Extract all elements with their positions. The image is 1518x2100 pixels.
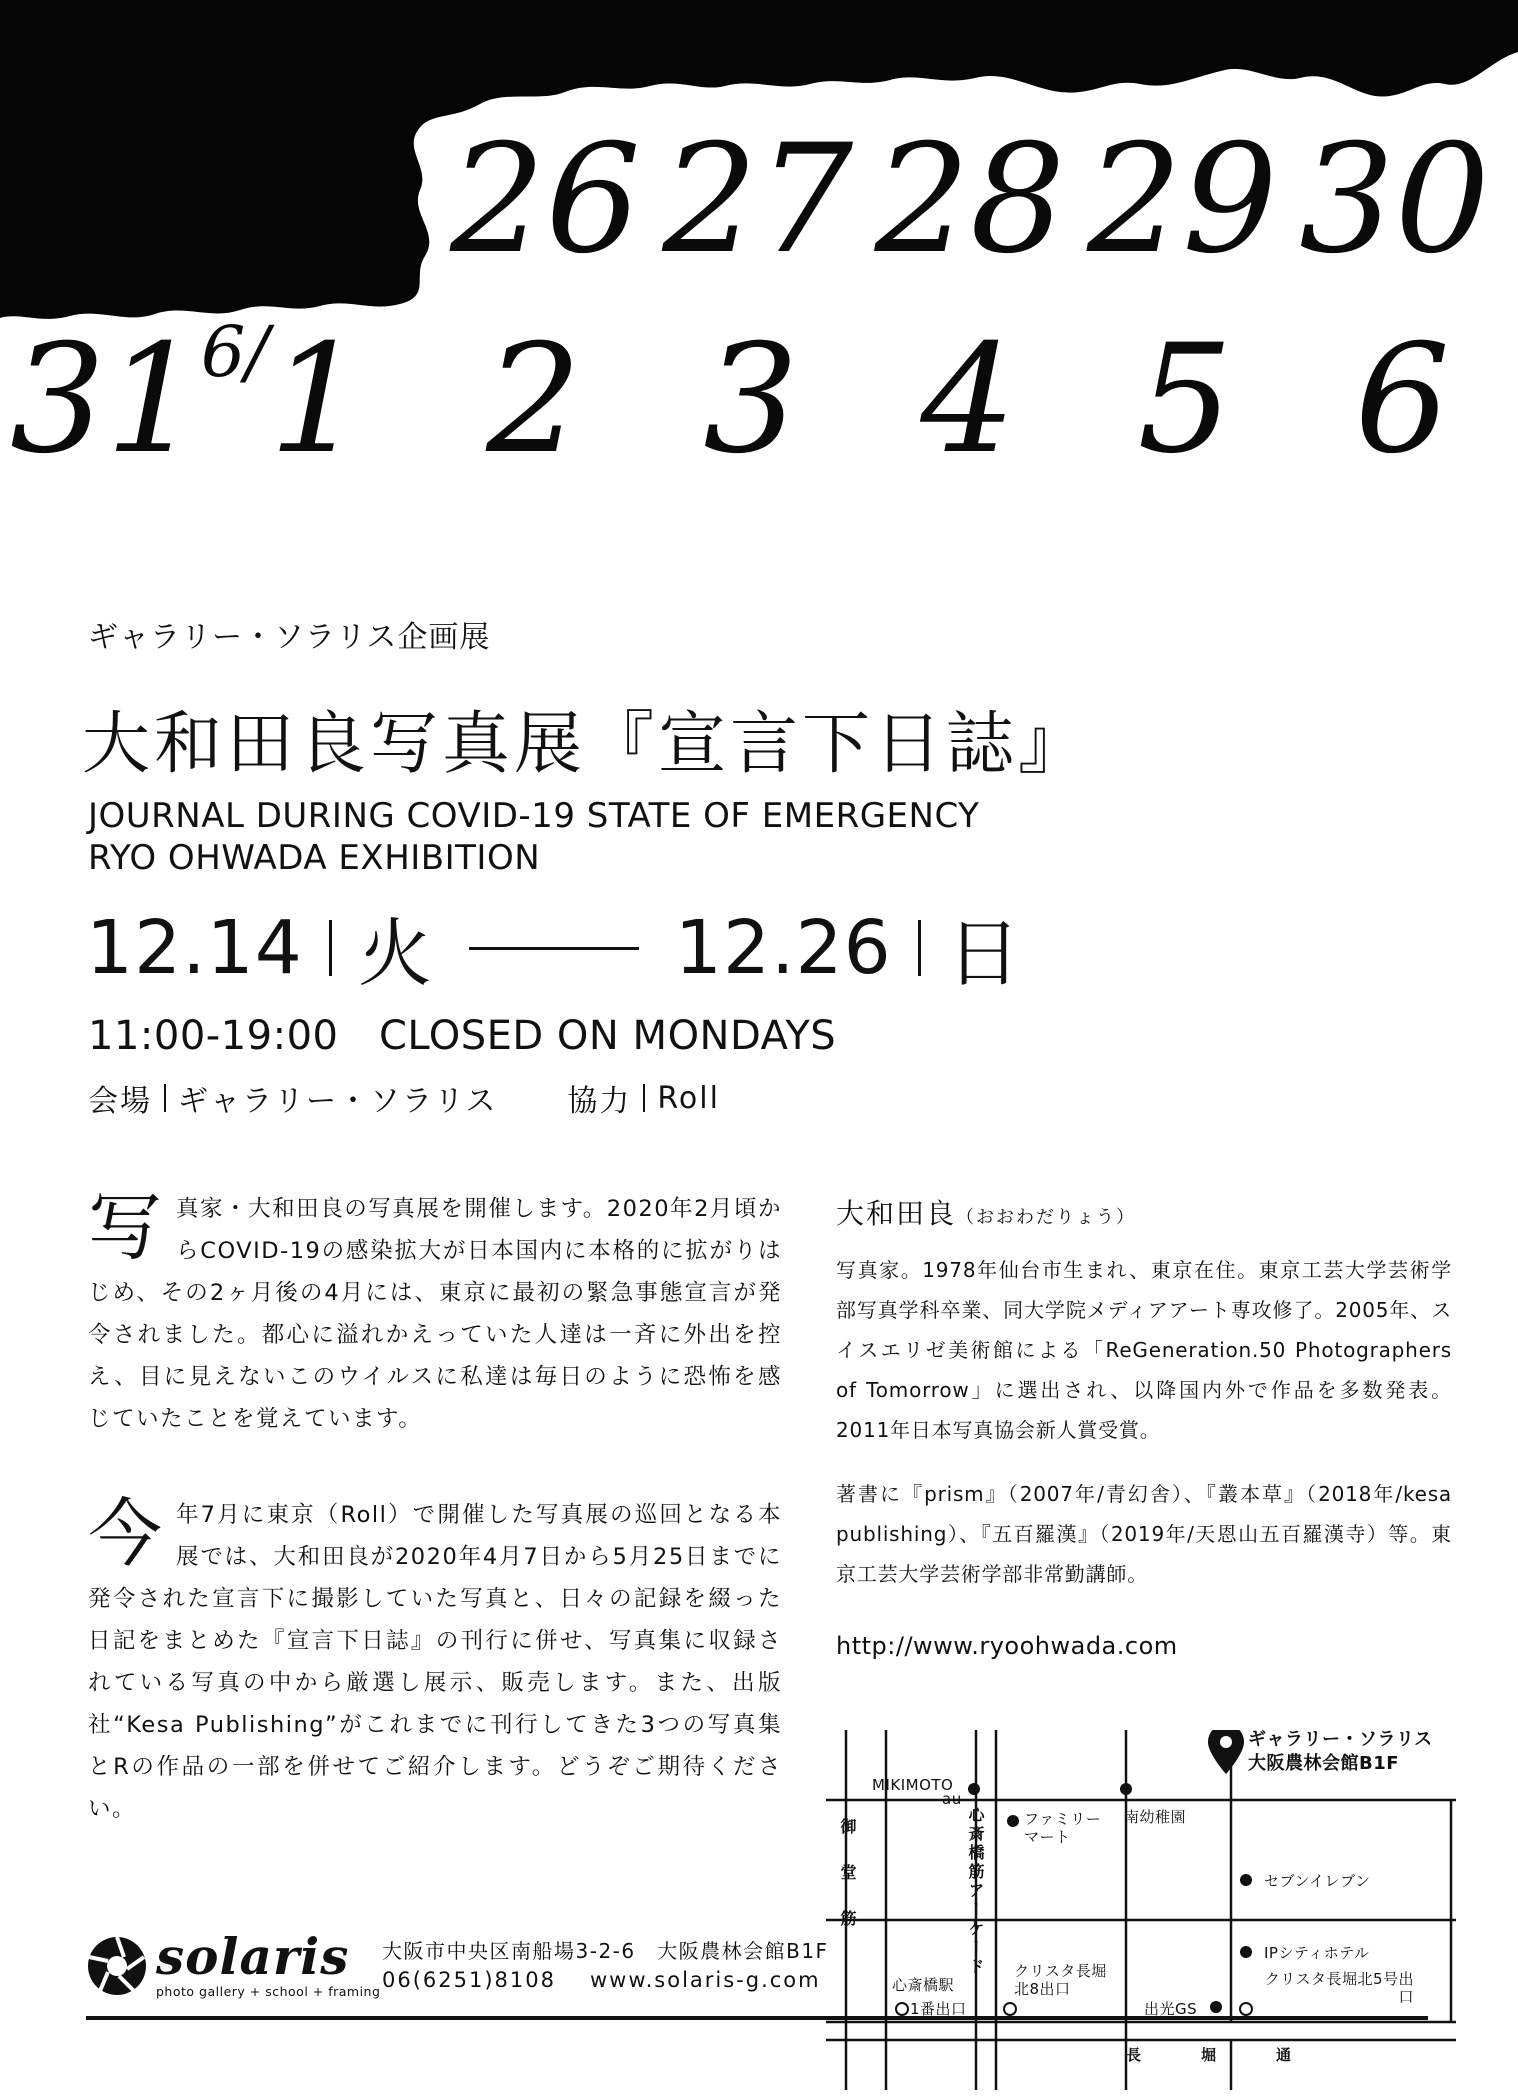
intro-paragraph-2: 今年7月に東京（Roll）で開催した写真展の巡回となる本展では、大和田良が2020年4月7日から5月25日までに発令された宣言下に撮影していた写真と、日々の記録を綴った日記をまとめた『宣言下日誌』の刊行に併せ、写真集に収録されている写真の中から厳選し展示、販売します。また、出版社“Kesa Publishing”がこれまでに刊行してきた3つの写真集とRの作品の一部を併せてご紹介します。どうぞご期待ください。 xyxy=(88,1491,782,1822)
map-gallery-name: ギャラリー・ソラリス xyxy=(1248,1729,1433,1750)
start-weekday: 火 xyxy=(357,911,433,997)
map-au: au xyxy=(942,1790,962,1808)
calendar-day: 4 xyxy=(920,313,1016,487)
artist-name: 大和田良（おおわだりょう） xyxy=(836,1197,1137,1230)
artist-website[interactable]: http://www.ryoohwada.com xyxy=(836,1632,1178,1660)
venue-label: 会場 xyxy=(88,1084,152,1119)
calendar-month-mark: 6/ xyxy=(200,311,269,393)
map-mikimoto: MIKIMOTO xyxy=(872,1776,954,1794)
end-date: 12.26 xyxy=(674,905,892,991)
aperture-icon xyxy=(86,1935,148,1997)
map-crysta-north5: クリスタ長堀北5号出口 xyxy=(1264,1970,1414,2006)
map-minami-kindergarten: 南幼稚園 xyxy=(1124,1808,1187,1826)
calendar-day: 316/1 xyxy=(10,311,365,487)
opening-hours: 11:00-19:00 CLOSED ON MONDAYS xyxy=(88,1013,837,1059)
divider xyxy=(643,1084,645,1112)
calendar-day: 3 xyxy=(703,313,799,487)
map-gallery-building: 大阪農林会館B1F xyxy=(1248,1753,1400,1774)
calendar-day: 30 xyxy=(1299,113,1490,287)
artist-reading: （おおわだりょう） xyxy=(956,1207,1137,1228)
logo-wordmark: solaris xyxy=(156,1927,350,1986)
coop-label: 協力 xyxy=(567,1084,632,1119)
solaris-logo xyxy=(86,1927,381,1999)
map-ip-hotel: IPシティホテル xyxy=(1264,1944,1370,1962)
gallery-phone: 06(6251)8108 xyxy=(382,1968,556,1992)
calendar-day: 29 xyxy=(1086,113,1278,287)
calendar-day: 28 xyxy=(874,113,1066,287)
exhibition-kicker: ギャラリー・ソラリス企画展 xyxy=(88,620,491,655)
calendar-day: 26 xyxy=(450,113,641,287)
venue-value: ギャラリー・ソラリス xyxy=(178,1084,498,1119)
drop-cap: 写 xyxy=(88,1185,162,1271)
drop-cap: 今 xyxy=(88,1491,162,1577)
calendar-day: 6 xyxy=(1354,313,1450,487)
coop-value: Roll xyxy=(657,1080,720,1116)
calendar-row-2 xyxy=(10,311,1450,487)
map-exit1: 1番出口 xyxy=(910,2000,967,2018)
venue-line xyxy=(88,1078,720,1118)
map-nagahori: 長堀通 xyxy=(1126,2046,1352,2064)
subtitle-en-1: JOURNAL DURING COVID-19 STATE OF EMERGENCY xyxy=(88,796,980,836)
artist-books: 著書に『prism』（2007年/青幻舎）、『叢本草』（2018年/kesa publishing）、『五百羅漢』（2019年/天恩山五百羅漢寺）等。東京工芸大学芸術学部非常勤講師。 xyxy=(836,1482,1452,1586)
map-arcade: 心斎橋筋アーケード xyxy=(966,1806,985,1977)
divider xyxy=(918,920,921,976)
map-idemitsu: 出光GS xyxy=(1144,2000,1198,2018)
end-weekday: 日 xyxy=(946,911,1022,997)
artist-bio: 写真家。1978年仙台市生まれ、東京在住。東京工芸大学芸術学部写真学科卒業、同大学院メディアアート専攻修了。2005年、スイスエリゼ美術館による「ReGeneration.50 Photographers of Tomorrow」に選出され、以降国内外で作品を多数発表。2011年日本写真協会新人賞受賞。 xyxy=(836,1258,1452,1442)
calendar-day: 2 xyxy=(486,313,582,487)
exhibition-dates xyxy=(86,898,1022,998)
gallery-address: 大阪市中央区南船場3-2-6 大阪農林会館B1F xyxy=(382,1939,829,1963)
exhibition-title: 大和田良写真展『宣言下日誌』 xyxy=(82,705,1091,784)
divider xyxy=(164,1084,166,1112)
start-date: 12.14 xyxy=(86,905,303,991)
range-dash xyxy=(469,947,639,950)
logo-tagline: photo gallery + school + framing xyxy=(156,1984,381,1999)
divider xyxy=(329,920,332,976)
map-crysta-north8: クリスタ長堀北8出口 xyxy=(1014,1962,1107,1998)
map-shinsaibashi-station: 心斎橋駅 xyxy=(892,1976,955,1994)
calendar-day: 5 xyxy=(1137,313,1233,487)
calendar-day: 27 xyxy=(662,113,854,287)
map-family-mart: ファミリーマート xyxy=(1024,1810,1102,1846)
map-seven-eleven: セブンイレブン xyxy=(1264,1872,1371,1890)
calendar-row-1 xyxy=(450,113,1490,287)
gallery-web[interactable]: www.solaris-g.com xyxy=(590,1968,821,1992)
subtitle-en-2: RYO OHWADA EXHIBITION xyxy=(88,838,541,878)
map-midosuji: 御堂筋 xyxy=(838,1818,857,1956)
intro-paragraph-1: 写真家・大和田良の写真展を開催します。2020年2月頃からCOVID-19の感染拡大が日本国内に本格的に拡がりはじめ、その2ヶ月後の4月には、東京に最初の緊急事態宣言が発令されました。都心に溢れかえっていた人達は一斉に外出を控え、目に見えないこのウイルスに私達は毎日のように恐怖を感じていたことを覚えています。 xyxy=(88,1185,782,1432)
